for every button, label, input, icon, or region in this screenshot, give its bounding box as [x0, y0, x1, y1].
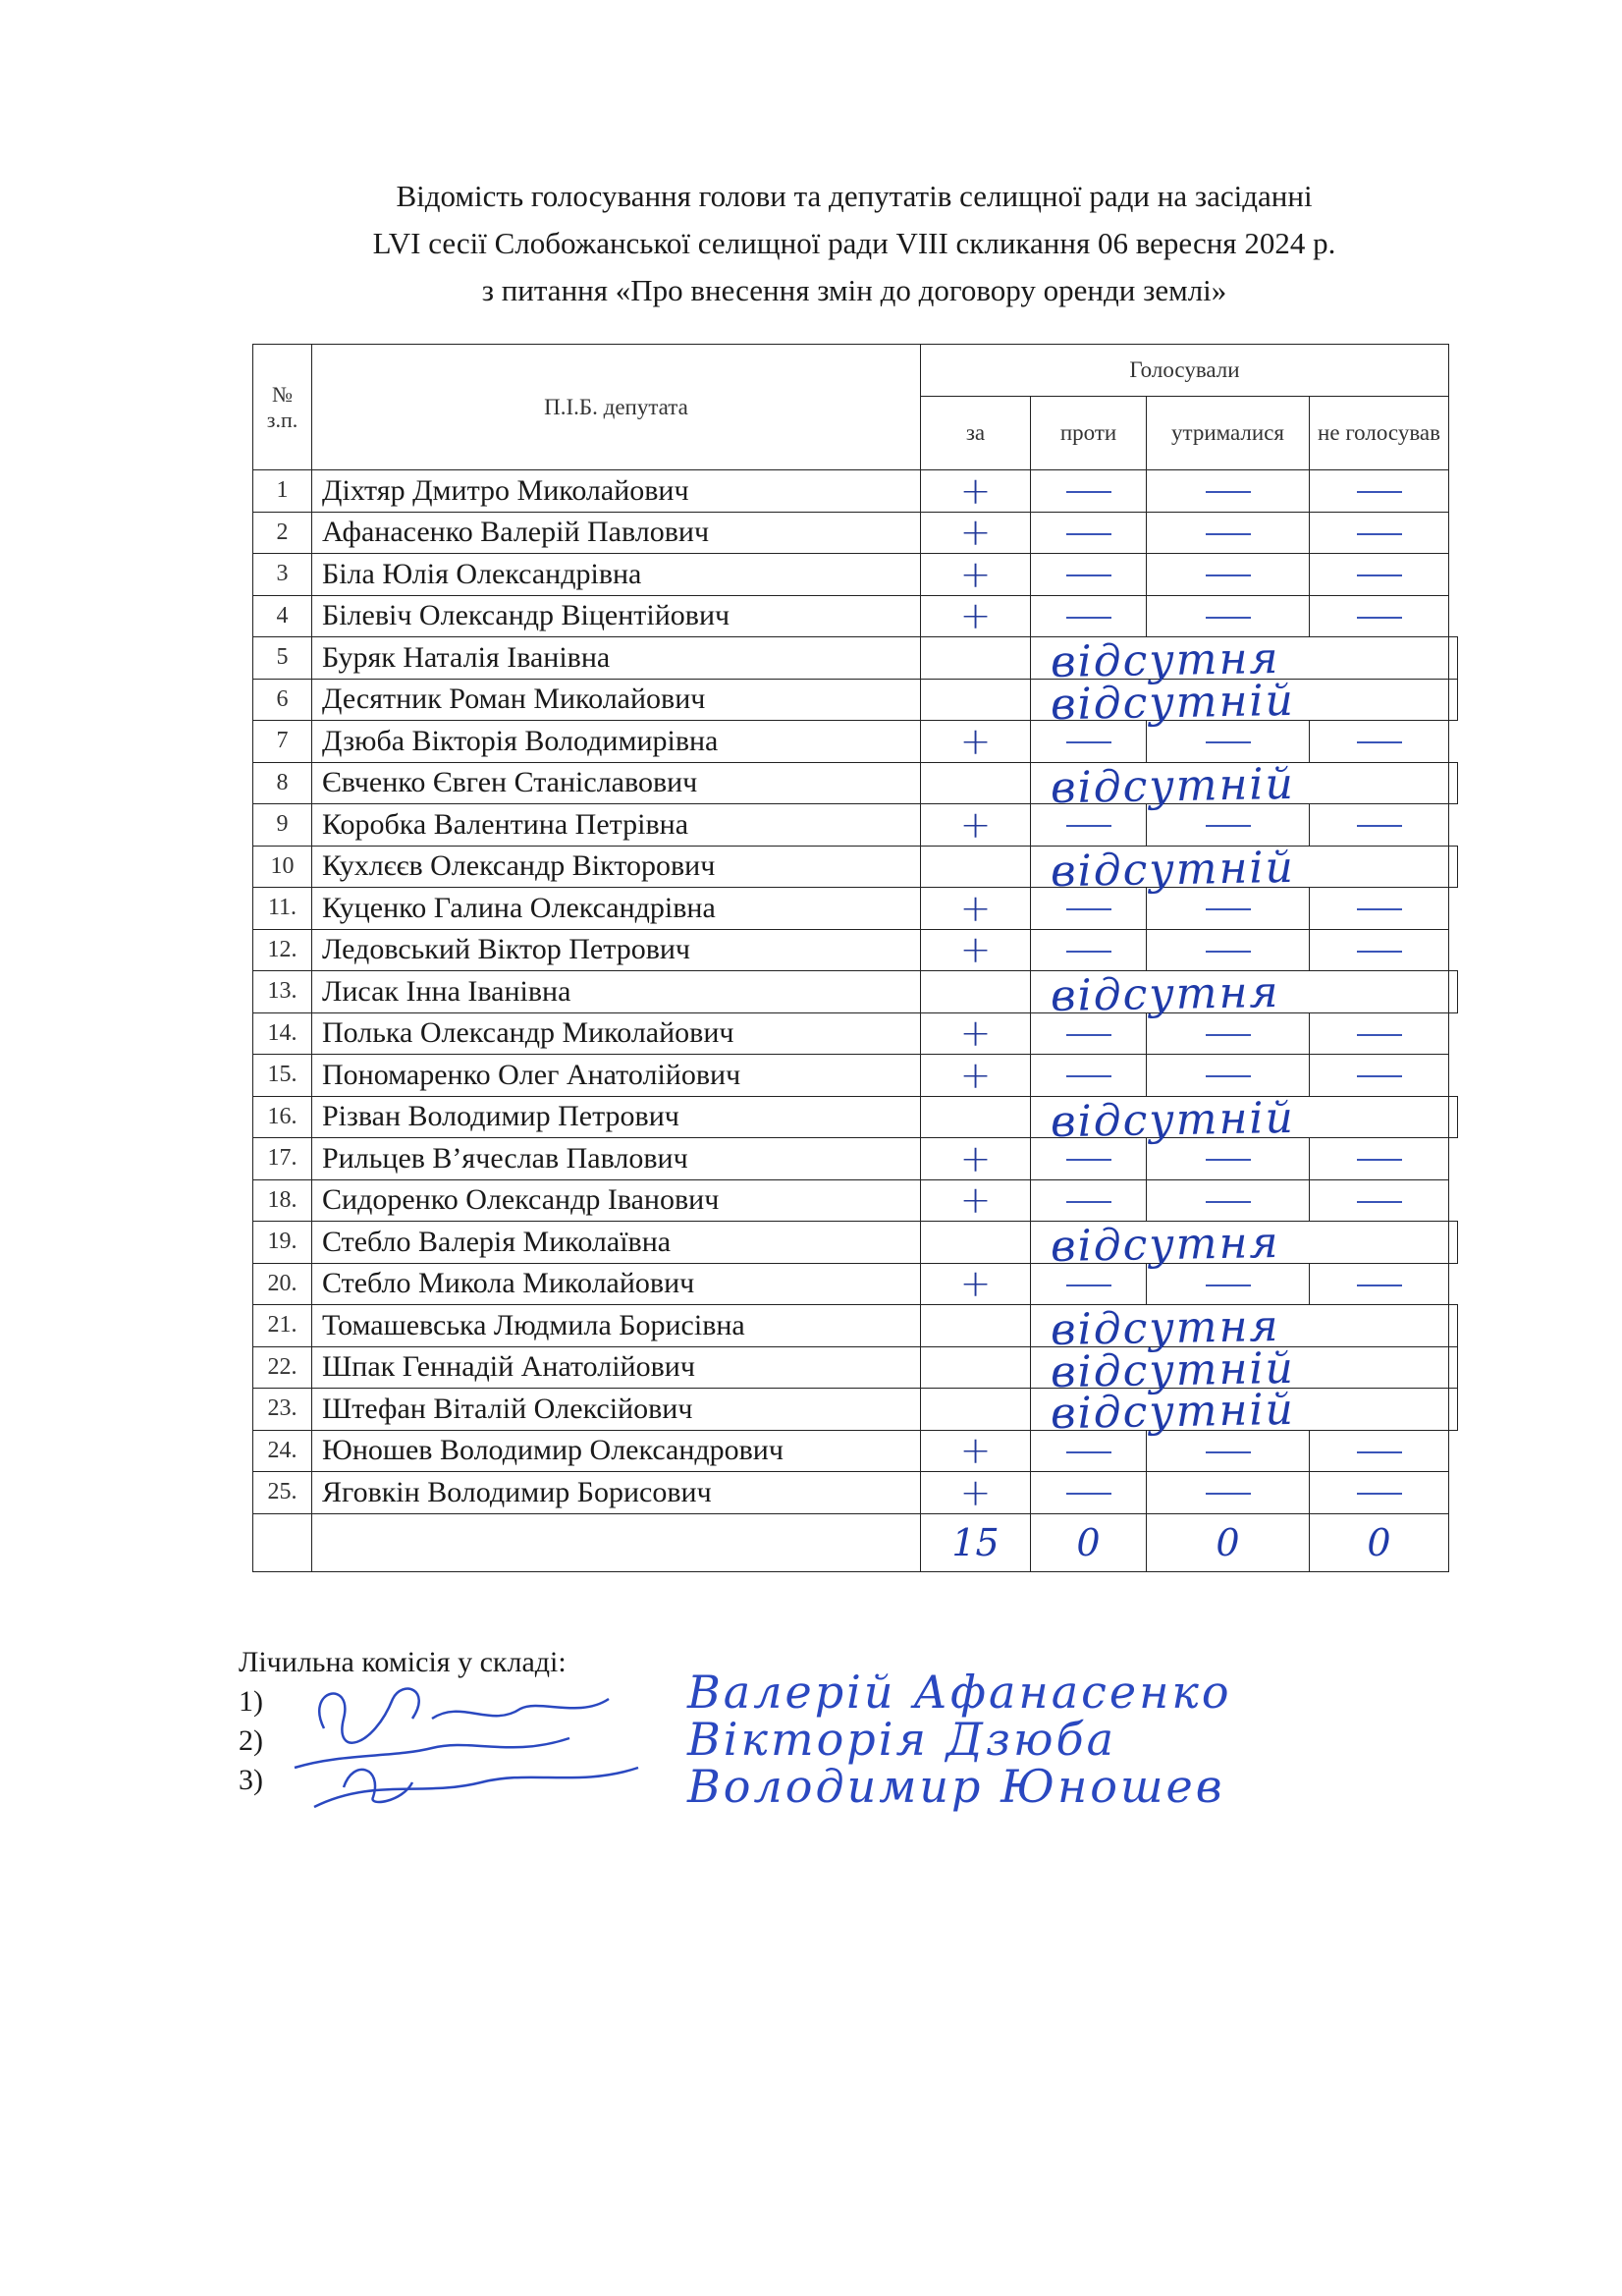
dash-mark [1357, 825, 1402, 827]
deputy-name: Шпак Геннадій Анатолійович [312, 1346, 921, 1389]
dash-mark [1357, 1159, 1402, 1161]
header-voted: Голосували [921, 345, 1449, 397]
vote-proty-cell [1031, 929, 1147, 971]
deputy-name: Лисак Інна Іванівна [312, 971, 921, 1013]
deputy-name: Коробка Валентина Петрівна [312, 804, 921, 847]
dash-mark [1357, 574, 1402, 576]
vote-za-cell [921, 679, 1031, 721]
vote-proty-cell [1031, 554, 1147, 596]
title-line-1: Відомість голосування голови та депутатів селищної ради на засіданні [396, 179, 1313, 213]
header-name: П.І.Б. депутата [312, 345, 921, 470]
vote-utrymalysia-cell [1147, 1472, 1310, 1514]
dash-mark [1357, 1493, 1402, 1495]
commission-member-3-num: 3) [239, 1764, 263, 1796]
vote-za-cell [921, 1096, 1031, 1138]
deputy-name: Стебло Микола Миколайович [312, 1263, 921, 1305]
dash-mark [1206, 1159, 1251, 1161]
vote-za-cell [921, 721, 1031, 763]
row-number: 5 [253, 637, 312, 680]
deputy-name: Рильцев В’ячеслав Павлович [312, 1138, 921, 1180]
vote-ne-holosuvav-cell [1449, 679, 1458, 721]
dash-mark [1206, 574, 1251, 576]
dash-mark [1066, 1201, 1111, 1203]
header-utrymalysia: утрималися [1147, 397, 1310, 470]
table-row [253, 1222, 1458, 1264]
vote-ne-holosuvav-cell [1449, 1222, 1458, 1264]
dash-mark [1066, 1159, 1111, 1161]
vote-ne-holosuvav-cell [1310, 470, 1449, 513]
dash-mark [1066, 574, 1111, 576]
commission-member-2-name: Вікторія Дзюба [687, 1713, 1117, 1766]
deputy-name: Кухлєєв Олександр Вікторович [312, 846, 921, 888]
dash-mark [1206, 1493, 1251, 1495]
table-row [253, 679, 1458, 721]
deputy-name: Полька Олександр Миколайович [312, 1012, 921, 1055]
table-row [253, 888, 1458, 930]
row-number: 7 [253, 721, 312, 763]
row-number: 15. [253, 1055, 312, 1097]
row-number: 18. [253, 1179, 312, 1222]
dash-mark [1066, 491, 1111, 493]
vote-ne-holosuvav-cell [1310, 1138, 1449, 1180]
deputy-name: Яговкін Володимир Борисович [312, 1472, 921, 1514]
table-row [253, 971, 1458, 1013]
vote-za-cell [921, 1346, 1031, 1389]
vote-ne-holosuvav-cell [1449, 1305, 1458, 1347]
table-row [253, 595, 1458, 637]
dash-mark [1206, 1201, 1251, 1203]
absent-note-cell [1031, 632, 1449, 688]
deputy-name: Афанасенко Валерій Павлович [312, 512, 921, 554]
dash-mark [1357, 491, 1402, 493]
plus-mark: + [959, 594, 992, 638]
row-number: 20. [253, 1263, 312, 1305]
row-number: 8 [253, 762, 312, 804]
dash-mark [1206, 825, 1251, 827]
dash-mark [1066, 1451, 1111, 1453]
plus-mark: + [959, 1262, 992, 1306]
plus-mark: + [959, 552, 992, 596]
absent-note: відсутній [1050, 1384, 1296, 1440]
commission-signatures-image [285, 1660, 658, 1817]
row-number: 3 [253, 554, 312, 596]
vote-proty-cell [1031, 512, 1147, 554]
row-number: 10 [253, 846, 312, 888]
dash-mark [1206, 1034, 1251, 1036]
dash-mark [1206, 1285, 1251, 1286]
deputy-name: Десятник Роман Миколайович [312, 679, 921, 721]
row-number: 25. [253, 1472, 312, 1514]
total-za: 15 [921, 1513, 1031, 1571]
table-row [253, 1472, 1458, 1514]
vote-ne-holosuvav-cell [1310, 1472, 1449, 1514]
row-number: 9 [253, 804, 312, 847]
deputy-name: Сидоренко Олександр Іванович [312, 1179, 921, 1222]
row-number: 4 [253, 595, 312, 637]
title-line-2: LVI сесії Слобожанської селищної ради VIII скликання 06 вересня 2024 р. [372, 226, 1336, 260]
document-title [295, 173, 1414, 314]
row-number: 6 [253, 679, 312, 721]
vote-ne-holosuvav-cell [1449, 762, 1458, 804]
vote-ne-holosuvav-cell [1310, 1179, 1449, 1222]
vote-ne-holosuvav-cell [1310, 1263, 1449, 1305]
vote-proty-cell [1031, 1179, 1147, 1222]
plus-mark: + [959, 802, 992, 847]
plus-mark: + [959, 511, 992, 555]
vote-za-cell [921, 512, 1031, 554]
absent-note: відсутня [1050, 632, 1281, 688]
table-row [253, 721, 1458, 763]
row-number: 17. [253, 1138, 312, 1180]
plus-mark: + [959, 719, 992, 763]
plus-mark: + [959, 1470, 992, 1514]
plus-mark: + [959, 886, 992, 930]
vote-ne-holosuvav-cell [1310, 721, 1449, 763]
absent-note-cell [1031, 1384, 1449, 1440]
absent-note-cell [1031, 1342, 1449, 1397]
dash-mark [1066, 951, 1111, 953]
table-row [253, 1389, 1458, 1431]
vote-ne-holosuvav-cell [1310, 512, 1449, 554]
dash-mark [1206, 908, 1251, 910]
dash-mark [1066, 617, 1111, 619]
row-number: 12. [253, 929, 312, 971]
row-number: 14. [253, 1012, 312, 1055]
table-row [253, 470, 1458, 513]
plus-mark: + [959, 468, 992, 513]
vote-za-cell [921, 1012, 1031, 1055]
table-row [253, 929, 1458, 971]
table-row [253, 554, 1458, 596]
table-row [253, 762, 1458, 804]
dash-mark [1066, 825, 1111, 827]
vote-ne-holosuvav-cell [1449, 846, 1458, 888]
row-number: 1 [253, 470, 312, 513]
table-row [253, 512, 1458, 554]
vote-ne-holosuvav-cell [1310, 1055, 1449, 1097]
commission-member-1-name: Валерій Афанасенко [687, 1666, 1232, 1719]
totals-num [253, 1513, 312, 1571]
absent-note: відсутній [1050, 758, 1296, 813]
deputy-name: Буряк Наталія Іванівна [312, 637, 921, 680]
vote-ne-holosuvav-cell [1310, 929, 1449, 971]
total-proty: 0 [1031, 1513, 1147, 1571]
dash-mark [1357, 1034, 1402, 1036]
absent-note: відсутній [1050, 1342, 1296, 1397]
vote-ne-holosuvav-cell [1310, 595, 1449, 637]
table-row [253, 1346, 1458, 1389]
vote-za-cell [921, 762, 1031, 804]
dash-mark [1357, 617, 1402, 619]
vote-za-cell [921, 1055, 1031, 1097]
table-row [253, 1179, 1458, 1222]
dash-mark [1357, 951, 1402, 953]
plus-mark: + [959, 1136, 992, 1180]
vote-ne-holosuvav-cell [1449, 1346, 1458, 1389]
voting-table-body [253, 470, 1458, 1514]
vote-za-cell [921, 1389, 1031, 1431]
dash-mark [1066, 741, 1111, 743]
vote-ne-holosuvav-cell [1449, 1389, 1458, 1431]
deputy-name: Білевіч Олександр Віцентійович [312, 595, 921, 637]
absent-note-cell [1031, 966, 1449, 1022]
plus-mark: + [959, 1011, 992, 1056]
absent-note-cell [1031, 842, 1449, 897]
vote-ne-holosuvav-cell [1449, 971, 1458, 1013]
vote-za-cell [921, 929, 1031, 971]
vote-za-cell [921, 1305, 1031, 1347]
vote-za-cell [921, 470, 1031, 513]
vote-za-cell [921, 1222, 1031, 1264]
deputy-name: Штефан Віталій Олексійович [312, 1389, 921, 1431]
dash-mark [1066, 533, 1111, 535]
dash-mark [1206, 1075, 1251, 1077]
dash-mark [1206, 951, 1251, 953]
dash-mark [1357, 1075, 1402, 1077]
vote-proty-cell [1031, 595, 1147, 637]
row-number: 19. [253, 1222, 312, 1264]
vote-utrymalysia-cell [1147, 929, 1310, 971]
dash-mark [1066, 908, 1111, 910]
vote-za-cell [921, 888, 1031, 930]
vote-za-cell [921, 554, 1031, 596]
absent-note-cell [1031, 675, 1449, 730]
vote-za-cell [921, 1472, 1031, 1514]
vote-za-cell [921, 1138, 1031, 1180]
vote-za-cell [921, 846, 1031, 888]
vote-ne-holosuvav-cell [1449, 637, 1458, 680]
vote-za-cell [921, 804, 1031, 847]
counting-commission-label: Лічильна комісія у складі: [239, 1646, 567, 1678]
dash-mark [1357, 741, 1402, 743]
vote-za-cell [921, 595, 1031, 637]
row-number: 13. [253, 971, 312, 1013]
table-row [253, 846, 1458, 888]
dash-mark [1206, 617, 1251, 619]
table-row [253, 1096, 1458, 1138]
totals-row [253, 1513, 1458, 1571]
vote-utrymalysia-cell [1147, 512, 1310, 554]
vote-ne-holosuvav-cell [1310, 888, 1449, 930]
row-number: 24. [253, 1430, 312, 1472]
deputy-name: Куценко Галина Олександрівна [312, 888, 921, 930]
table-row [253, 1430, 1458, 1472]
row-number: 23. [253, 1389, 312, 1431]
deputy-name: Різван Володимир Петрович [312, 1096, 921, 1138]
dash-mark [1357, 1285, 1402, 1286]
dash-mark [1206, 491, 1251, 493]
deputy-name: Біла Юлія Олександрівна [312, 554, 921, 596]
dash-mark [1066, 1075, 1111, 1077]
vote-za-cell [921, 971, 1031, 1013]
vote-proty-cell [1031, 1472, 1147, 1514]
dash-mark [1206, 533, 1251, 535]
vote-ne-holosuvav-cell [1310, 1012, 1449, 1055]
table-row [253, 1305, 1458, 1347]
header-ne-holosuvav: не голосував [1310, 397, 1449, 470]
absent-note-cell [1031, 758, 1449, 813]
dash-mark [1357, 1201, 1402, 1203]
absent-note: відсутній [1050, 675, 1296, 730]
table-row [253, 1012, 1458, 1055]
plus-mark: + [959, 1178, 992, 1223]
vote-utrymalysia-cell [1147, 554, 1310, 596]
totals-label [312, 1513, 921, 1571]
row-number: 22. [253, 1346, 312, 1389]
absent-note: відсутній [1050, 1092, 1296, 1147]
absent-note-cell [1031, 1217, 1449, 1273]
row-number: 16. [253, 1096, 312, 1138]
vote-za-cell [921, 1263, 1031, 1305]
title-line-3: з питання «Про внесення змін до договору оренди землі» [481, 273, 1227, 307]
absent-note: відсутня [1050, 1217, 1281, 1273]
dash-mark [1206, 1451, 1251, 1453]
table-row [253, 1055, 1458, 1097]
header-proty: проти [1031, 397, 1147, 470]
vote-utrymalysia-cell [1147, 1055, 1310, 1097]
vote-ne-holosuvav-cell [1310, 554, 1449, 596]
plus-mark: + [959, 1053, 992, 1097]
dash-mark [1066, 1493, 1111, 1495]
table-row [253, 637, 1458, 680]
total-utrymalysia: 0 [1147, 1513, 1310, 1571]
deputy-name: Дзюба Вікторія Володимирівна [312, 721, 921, 763]
table-row [253, 1138, 1458, 1180]
deputy-name: Ледовський Віктор Петрович [312, 929, 921, 971]
vote-za-cell [921, 1430, 1031, 1472]
deputy-name: Діхтяр Дмитро Миколайович [312, 470, 921, 513]
commission-member-2-num: 2) [239, 1724, 263, 1757]
vote-utrymalysia-cell [1147, 595, 1310, 637]
dash-mark [1206, 741, 1251, 743]
dash-mark [1357, 1451, 1402, 1453]
deputy-name: Євченко Євген Станіславович [312, 762, 921, 804]
header-za: за [921, 397, 1031, 470]
dash-mark [1066, 1285, 1111, 1286]
voting-table [252, 344, 1458, 1572]
header-num: № з.п. [253, 345, 312, 470]
vote-ne-holosuvav-cell [1449, 1096, 1458, 1138]
row-number: 21. [253, 1305, 312, 1347]
deputy-name: Юношев Володимир Олександрович [312, 1430, 921, 1472]
deputy-name: Томашевська Людмила Борисівна [312, 1305, 921, 1347]
table-row [253, 1263, 1458, 1305]
vote-utrymalysia-cell [1147, 1179, 1310, 1222]
dash-mark [1066, 1034, 1111, 1036]
commission-member-1-num: 1) [239, 1685, 263, 1718]
dash-mark [1357, 533, 1402, 535]
row-number: 11. [253, 888, 312, 930]
vote-proty-cell [1031, 1055, 1147, 1097]
vote-utrymalysia-cell [1147, 470, 1310, 513]
absent-note-cell [1031, 1300, 1449, 1356]
vote-ne-holosuvav-cell [1310, 804, 1449, 847]
absent-note: відсутній [1050, 842, 1296, 897]
total-ne-holosuvav: 0 [1310, 1513, 1449, 1571]
absent-note-cell [1031, 1092, 1449, 1147]
deputy-name: Пономаренко Олег Анатолійович [312, 1055, 921, 1097]
dash-mark [1357, 908, 1402, 910]
plus-mark: + [959, 1429, 992, 1473]
plus-mark: + [959, 928, 992, 972]
absent-note: відсутня [1050, 966, 1281, 1022]
commission-member-3-name: Володимир Юношев [687, 1760, 1225, 1813]
vote-za-cell [921, 1179, 1031, 1222]
deputy-name: Стебло Валерія Миколаївна [312, 1222, 921, 1264]
row-number: 2 [253, 512, 312, 554]
vote-ne-holosuvav-cell [1310, 1430, 1449, 1472]
table-row [253, 804, 1458, 847]
absent-note: відсутня [1050, 1300, 1281, 1356]
vote-za-cell [921, 637, 1031, 680]
vote-proty-cell [1031, 470, 1147, 513]
